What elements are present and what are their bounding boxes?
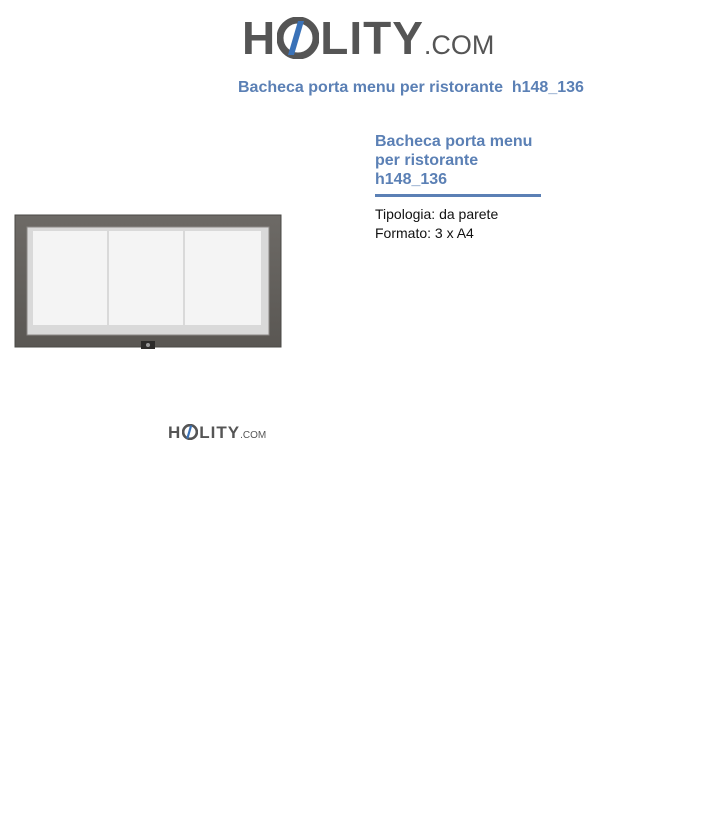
logo-com: .COM bbox=[240, 430, 267, 441]
spec-row-tipologia bbox=[375, 205, 498, 224]
title-divider bbox=[375, 194, 541, 197]
spec-label: Tipologia: bbox=[375, 206, 436, 222]
spec-label: Formato: bbox=[375, 225, 432, 241]
logo-letter-h: H bbox=[168, 423, 182, 442]
holity-logo bbox=[242, 8, 494, 68]
logo-com: .COM bbox=[423, 30, 495, 60]
product-title bbox=[375, 132, 545, 189]
product-title-line: per ristorante bbox=[375, 152, 479, 169]
product-specs bbox=[375, 205, 498, 243]
logo-o-mark-icon bbox=[182, 424, 198, 440]
logo-letters-lity: LITY bbox=[320, 12, 424, 64]
holity-logo-small bbox=[168, 422, 266, 444]
logo-letter-h: H bbox=[242, 12, 277, 64]
product-image bbox=[13, 213, 285, 353]
spec-value: 3 x A4 bbox=[434, 225, 474, 241]
logo-letters-lity: LITY bbox=[199, 423, 241, 442]
product-title-line: h148_136 bbox=[375, 171, 448, 188]
logo-o-mark-icon bbox=[277, 17, 319, 59]
spec-row-formato bbox=[375, 224, 498, 243]
spec-value: da parete bbox=[439, 206, 499, 222]
page-title: Bacheca porta menu per ristorante h148_136 bbox=[238, 79, 584, 96]
product-title-line: Bacheca porta menu bbox=[375, 133, 533, 150]
